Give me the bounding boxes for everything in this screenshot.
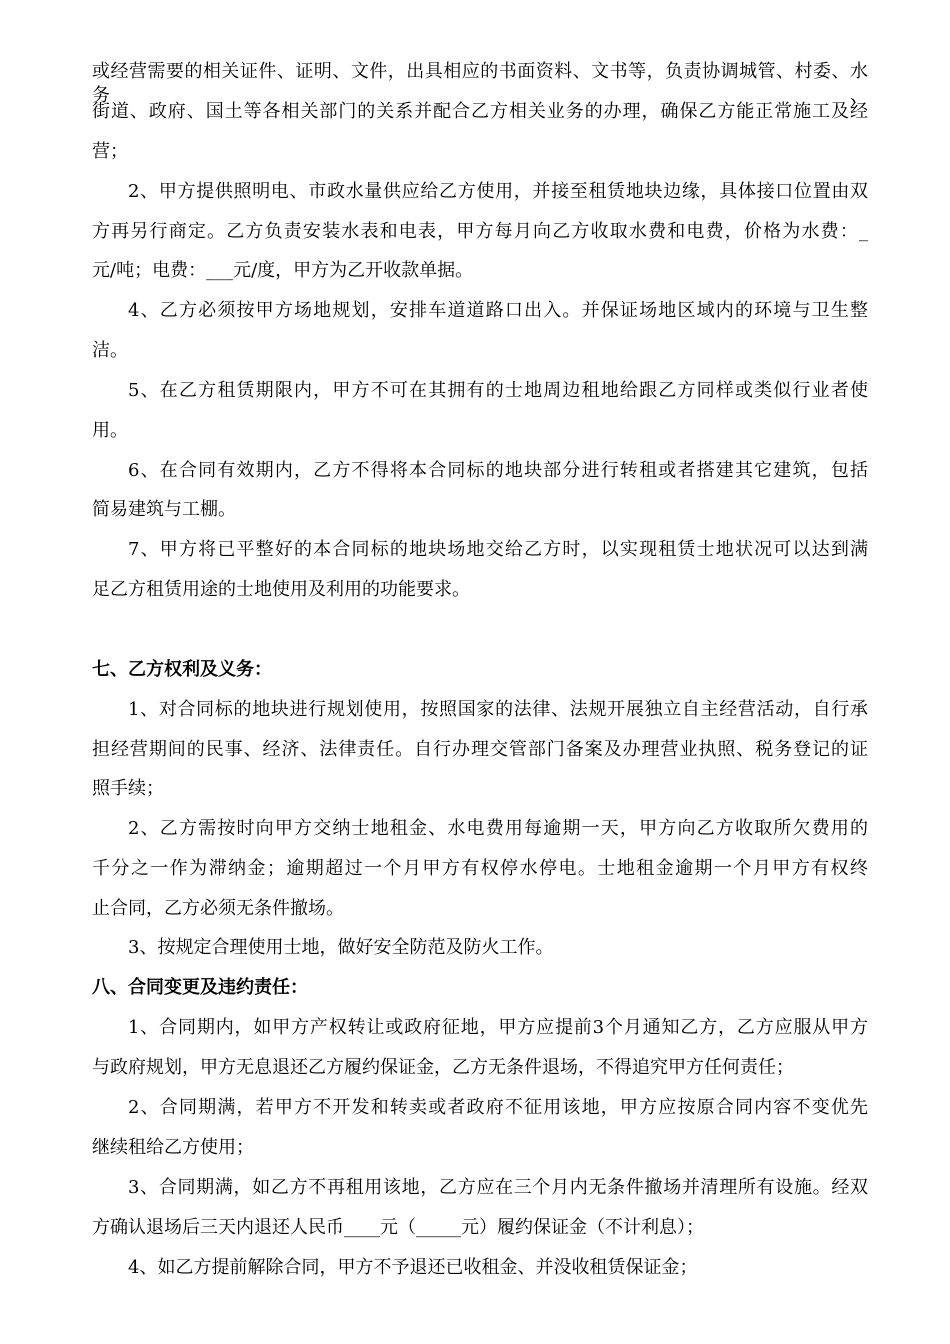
text-line: 7、甲方将已平整好的本合同标的地块场地交给乙方时，以实现租赁士地状况可以达到满 <box>128 539 868 560</box>
text-line: 与政府规划，甲方无息退还乙方履约保证金，乙方无条件退场，不得追究甲方任何责任； <box>92 1057 794 1078</box>
text-line: 元/吨；电费：___元/度，甲方为乙开收款单据。 <box>92 260 474 281</box>
text-line: 照手续； <box>92 778 164 799</box>
text-line: 1、对合同标的地块进行规划使用，按照国家的法律、法规开展独立自主经营活动，自行承 <box>128 699 868 720</box>
text-line: 5、在乙方租赁期限内，甲方不可在其拥有的士地周边租地给跟乙方同样或类似行业者使 <box>128 380 868 401</box>
text-line: 简易建筑与工棚。 <box>92 499 236 520</box>
text-line: 街道、政府、国土等各相关部门的关系并配合乙方相关业务的办理，确保乙方能正常施工及经 <box>92 101 868 122</box>
text-line: 担经营期间的民事、经济、法律责任。自行办理交管部门备案及办理营业执照、税务登记的证 <box>92 739 868 760</box>
text-line: 4、如乙方提前解除合同，甲方不予退还已收租金、并没收租赁保证金； <box>128 1257 698 1278</box>
section-heading: 七、乙方权利及义务： <box>92 659 272 680</box>
text-line: 6、在合同有效期内，乙方不得将本合同标的地块部分进行转租或者搭建其它建筑，包括 <box>128 460 868 481</box>
text-line: 足乙方租赁用途的士地使用及利用的功能要求。 <box>92 579 470 600</box>
text-line: 洁。 <box>92 340 128 361</box>
text-line: 3、按规定合理使用士地，做好安全防范及防火工作。 <box>128 937 554 958</box>
text-line: 2、乙方需按时向甲方交纳士地租金、水电费用每逾期一天，甲方向乙方收取所欠费用的 <box>128 818 868 839</box>
text-line: 千分之一作为滞纳金；逾期超过一个月甲方有权停水停电。士地租金逾期一个月甲方有权终 <box>92 858 868 879</box>
text-line: 4、乙方必须按甲方场地规划，安排车道道路口出入。并保证场地区域内的环境与卫生整 <box>128 300 868 321</box>
text-line: 1、合同期内，如甲方产权转让或政府征地，甲方应提前3个月通知乙方，乙方应服从甲方 <box>128 1017 868 1038</box>
text-line: 2、合同期满，若甲方不开发和转卖或者政府不征用该地，甲方应按原合同内容不变优先 <box>128 1097 868 1118</box>
section-heading: 八、合同变更及违约责任： <box>92 977 308 998</box>
text-line: 3、合同期满，如乙方不再租用该地，乙方应在三个月内无条件撤场并清理所有设施。经双 <box>128 1177 868 1198</box>
text-line: 继续租给乙方使用； <box>92 1137 254 1158</box>
text-line: 止合同，乙方必须无条件撤场。 <box>92 898 344 919</box>
text-line: 用。 <box>92 420 128 441</box>
text-line: 方再另行商定。乙方负责安装水表和电表，甲方每月向乙方收取水费和电费，价格为水费：_ <box>92 221 868 242</box>
text-line: 营； <box>92 141 128 162</box>
text-line: 2、甲方提供照明电、市政水量供应给乙方使用，并接至租赁地块边缘，具体接口位置由双 <box>128 181 868 202</box>
text-line: 或经营需要的相关证件、证明、文件，出具相应的书面资料、文书等，负责协调城管、村委、水务、 <box>92 61 868 106</box>
text-line: 方确认退场后三天内退还人民币____元（_____元）履约保证金（不计利息）； <box>92 1217 704 1238</box>
